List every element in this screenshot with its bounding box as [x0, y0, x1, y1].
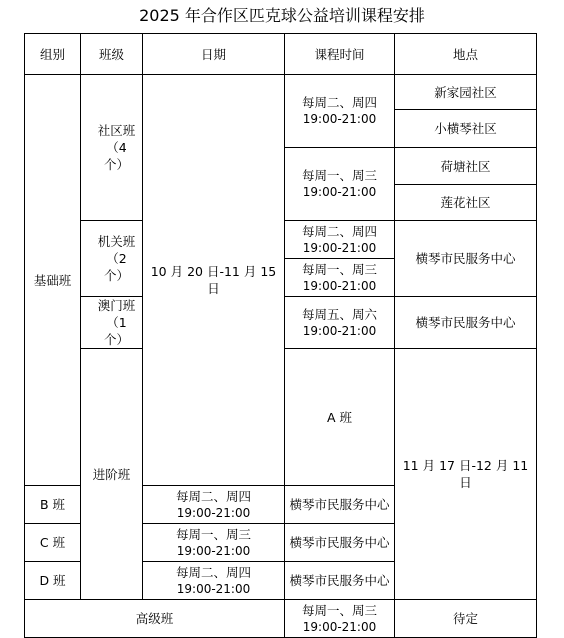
header-row [25, 34, 537, 75]
time-hours: 19:00-21:00 [176, 543, 251, 558]
schedule-table [24, 33, 537, 638]
time-days: 每周一、周三 [175, 526, 251, 542]
time-hours: 19:00-21:00 [302, 278, 377, 293]
class-agency [81, 221, 143, 297]
time-hours: 19:00-21:00 [302, 185, 377, 199]
place-cell: 横琴市民服务中心 [285, 562, 395, 600]
place-cell: 横琴市民服务中心 [285, 524, 395, 562]
place-cell: 横琴市民服务中心 [395, 221, 537, 297]
header-time: 课程时间 [285, 34, 395, 75]
time-days: 每周二、周四 [301, 95, 377, 110]
time-slot [285, 75, 395, 148]
place-cell: 新家园社区 [395, 75, 537, 110]
header-group: 组别 [25, 34, 81, 75]
place-cell: 荷塘社区 [395, 148, 537, 185]
time-days: 每周一、周三 [301, 168, 377, 183]
time-days: 每周二、周四 [175, 488, 251, 504]
time-slot [285, 148, 395, 221]
group-advanced: 进阶班 [81, 349, 143, 600]
table-row [25, 75, 537, 110]
class-macau [81, 297, 143, 349]
time-hours: 19:00-21:00 [302, 240, 377, 255]
place-cell: 小横琴社区 [395, 110, 537, 148]
time-slot [285, 221, 395, 259]
time-slot [285, 600, 395, 638]
time-days: 每周一、周三 [301, 602, 377, 618]
class-cell: C 班 [25, 524, 81, 562]
place-cell: 待定 [395, 600, 537, 638]
time-hours: 19:00-21:00 [176, 581, 251, 596]
class-macau-name: 澳门班 [97, 298, 136, 313]
class-cell: D 班 [25, 562, 81, 600]
date-advanced: 11 月 17 日-12 月 11 日 [395, 349, 537, 600]
class-community [81, 75, 143, 221]
time-days: 每周二、周四 [175, 564, 251, 580]
class-community-count: （4 个） [103, 140, 129, 172]
time-slot [285, 297, 395, 349]
time-days: 每周二、周四 [301, 223, 377, 239]
time-hours: 19:00-21:00 [176, 505, 251, 520]
time-slot [143, 486, 285, 524]
time-slot [143, 524, 285, 562]
place-cell: 横琴市民服务中心 [395, 297, 537, 349]
header-class: 班级 [81, 34, 143, 75]
class-agency-count: （2 个） [103, 251, 129, 283]
class-agency-name: 机关班 [97, 234, 136, 249]
time-days: 每周五、周六 [301, 306, 377, 322]
place-cell: 横琴市民服务中心 [285, 486, 395, 524]
time-slot [285, 259, 395, 297]
class-macau-count: （1 个） [103, 315, 129, 347]
time-hours: 19:00-21:00 [302, 112, 377, 126]
time-slot [143, 562, 285, 600]
table-row [25, 600, 537, 638]
date-basic: 10 月 20 日-11 月 15 日 [143, 75, 285, 486]
class-community-name: 社区班 [97, 123, 136, 138]
time-hours: 19:00-21:00 [302, 619, 377, 634]
time-hours: 19:00-21:00 [302, 323, 377, 338]
class-cell: A 班 [285, 349, 395, 486]
class-cell: B 班 [25, 486, 81, 524]
group-senior: 高级班 [25, 600, 285, 638]
header-date: 日期 [143, 34, 285, 75]
group-basic: 基础班 [25, 75, 81, 486]
place-cell: 莲花社区 [395, 185, 537, 221]
time-days: 每周一、周三 [301, 261, 377, 277]
page-title: 2025 年合作区匹克球公益培训课程安排 [139, 6, 425, 25]
header-place: 地点 [395, 34, 537, 75]
